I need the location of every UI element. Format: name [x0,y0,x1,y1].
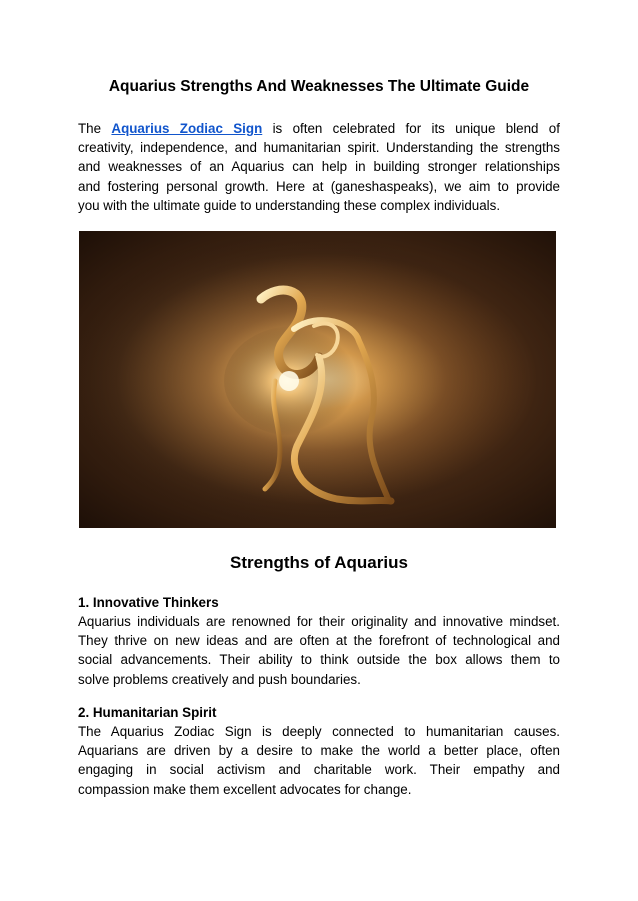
intro-paragraph [78,119,560,215]
section-1-paragraph [78,612,560,689]
section-1-line: social advancements. Their ability to think outside the box allows them to [78,652,560,668]
section-1-line: solve problems creatively and push boundaries. [78,671,361,687]
intro-line-5: you with the ultimate guide to understanding these complex individuals. [78,197,501,213]
intro-line-1-suffix: is often celebrated for its unique blend of [272,121,560,136]
strengths-heading: Strengths of Aquarius [230,553,408,572]
section-1-heading: 1. Innovative Thinkers [78,595,219,610]
aquarius-hero-image [79,231,556,528]
section-2-paragraph [78,722,560,799]
intro-line-3: and weaknesses of an Aquarius can help in building stronger relationships [78,159,560,175]
intro-line-4: and fostering personal growth. Here at (ganeshaspeaks), we aim to provide [78,178,560,194]
section-1-line: Aquarius individuals are renowned for their originality and innovative mindset. [78,614,560,629]
section-2-heading: 2. Humanitarian Spirit [78,705,217,720]
section-2-line: engaging in social activism and charitable work. Their empathy and [78,762,560,778]
intro-prefix: The [78,121,102,136]
intro-line-1 [78,119,560,138]
aquarius-glyph-icon [79,231,556,528]
section-2-line: compassion make them excellent advocates for change. [78,781,412,797]
section-1-line: They thrive on new ideas and are often at the forefront of technological and [78,633,560,649]
section-2-line: Aquarians are driven by a desire to make the world a better place, often [78,743,560,759]
intro-line-2: creativity, independence, and humanitarian spirit. Understanding the strengths [78,140,560,156]
section-2-line: The Aquarius Zodiac Sign is deeply connected to humanitarian causes. [78,724,560,739]
page-title: Aquarius Strengths And Weaknesses The Ultimate Guide [108,78,530,95]
aquarius-zodiac-sign-link[interactable]: Aquarius Zodiac Sign [111,121,263,136]
